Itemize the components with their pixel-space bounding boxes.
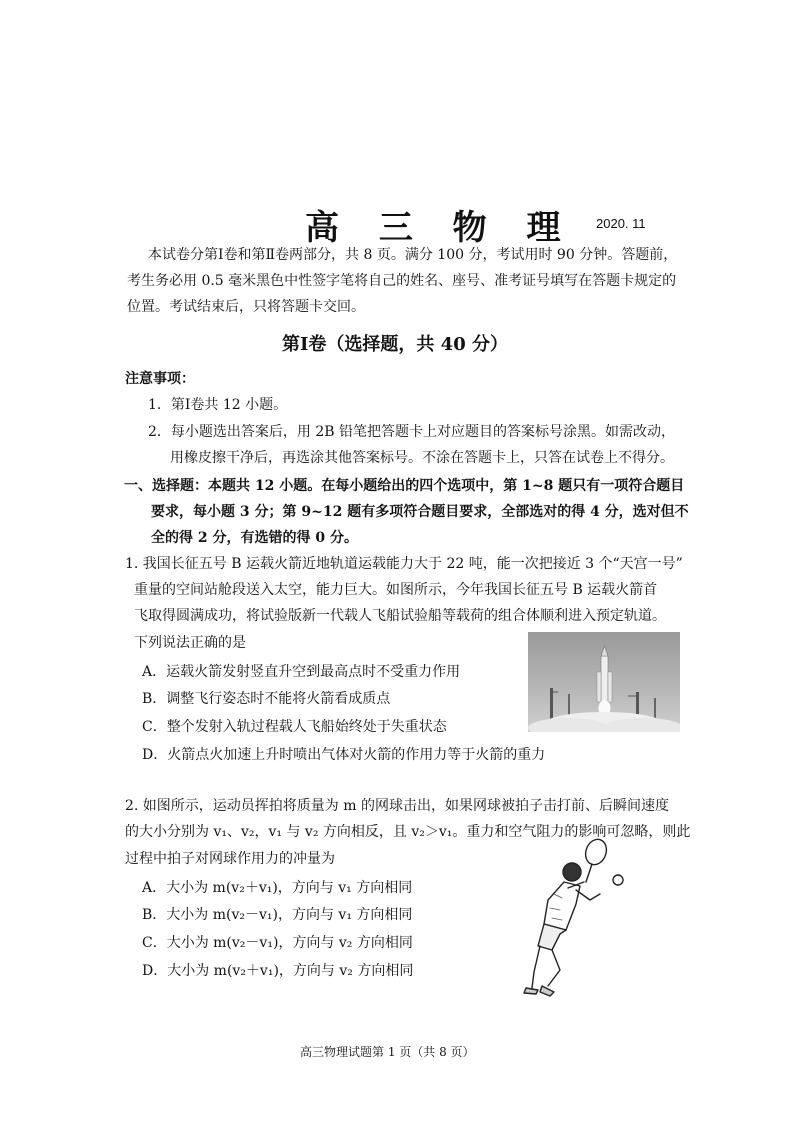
q1-stem: 1. 我国长征五号 B 运载火箭近地轨道运载能力大于 22 吨，能一次把接近 3 个“天宫一号”: [125, 556, 683, 572]
exam-date: 2020. 11: [596, 216, 646, 231]
notes-item: 用橡皮擦干净后，再选涂其他答案标号。不涂在答题卡上，只答在试卷上不得分。: [170, 450, 674, 466]
q1-stem: 飞取得圆满成功，将试验版新一代载人飞船试验船等载荷的组合体顺利进入预定轨道。: [134, 608, 666, 624]
part-one-line: 全的得 2 分，有选错的得 0 分。: [151, 530, 358, 546]
intro-line: 位置。考试结束后，只将答题卡交回。: [127, 299, 365, 315]
q1-stem: 重量的空间站舱段送入太空，能力巨大。如图所示，今年我国长征五号 B 运载火箭首: [134, 582, 658, 598]
q2-option-b: B．大小为 m(v₂－v₁)，方向与 v₁ 方向相同: [142, 907, 413, 923]
q1-option-d: D．火箭点火加速上升时喷出气体对火箭的作用力等于火箭的重力: [142, 747, 546, 763]
q1-option-a: A．运载火箭发射竖直升空到最高点时不受重力作用: [142, 664, 461, 680]
notes-heading: 注意事项：: [125, 371, 195, 387]
q2-stem: 2. 如图所示，运动员挥拍将质量为 m 的网球击出，如果网球被拍子击打前、后瞬间速度: [125, 798, 669, 814]
q1-option-c: C．整个发射入轨过程载人飞船始终处于失重状态: [142, 719, 447, 735]
q1-stem: 下列说法正确的是: [134, 635, 246, 651]
notes-item: 2．每小题选出答案后，用 2B 铅笔把答题卡上对应题目的答案标号涂黑。如需改动，: [148, 424, 676, 440]
q2-option-c: C．大小为 m(v₂－v₁)，方向与 v₂ 方向相同: [142, 935, 413, 951]
q2-option-d: D．大小为 m(v₂＋v₁)，方向与 v₂ 方向相同: [142, 963, 414, 979]
intro-line: 本试卷分第Ⅰ卷和第Ⅱ卷两部分，共 8 页。满分 100 分，考试用时 90 分钟。答题前，: [148, 247, 678, 263]
q1-option-b: B．调整飞行姿态时不能将火箭看成质点: [142, 691, 391, 707]
q2-stem: 的大小分别为 v₁、v₂，v₁ 与 v₂ 方向相反，且 v₂＞v₁。重力和空气阻力的影响可忽略，则此: [125, 824, 691, 840]
section-title: 第Ⅰ卷（选择题，共 40 分）: [282, 334, 509, 355]
part-one-line: 一、选择题：本题共 12 小题。在每小题给出的四个选项中，第 1~8 题只有一项符合题目: [124, 478, 685, 494]
notes-item: 1．第Ⅰ卷共 12 小题。: [148, 397, 288, 413]
part-one-line: 要求，每小题 3 分；第 9~12 题有多项符合题目要求，全部选对的得 4 分，选对但不: [151, 504, 689, 520]
rocket-launch-photo: [528, 632, 680, 732]
q2-option-a: A．大小为 m(v₂＋v₁)，方向与 v₁ 方向相同: [142, 880, 413, 896]
tennis-player-illustration: [510, 838, 630, 1003]
intro-line: 考生务必用 0.5 毫米黑色中性签字笔将自己的姓名、座号、准考证号填写在答题卡规定的: [127, 273, 677, 289]
page-footer: 高三物理试题第 1 页（共 8 页）: [300, 1045, 475, 1059]
q2-stem: 过程中拍子对网球作用力的冲量为: [125, 851, 335, 867]
page-title: 高 三 物 理: [305, 208, 575, 248]
